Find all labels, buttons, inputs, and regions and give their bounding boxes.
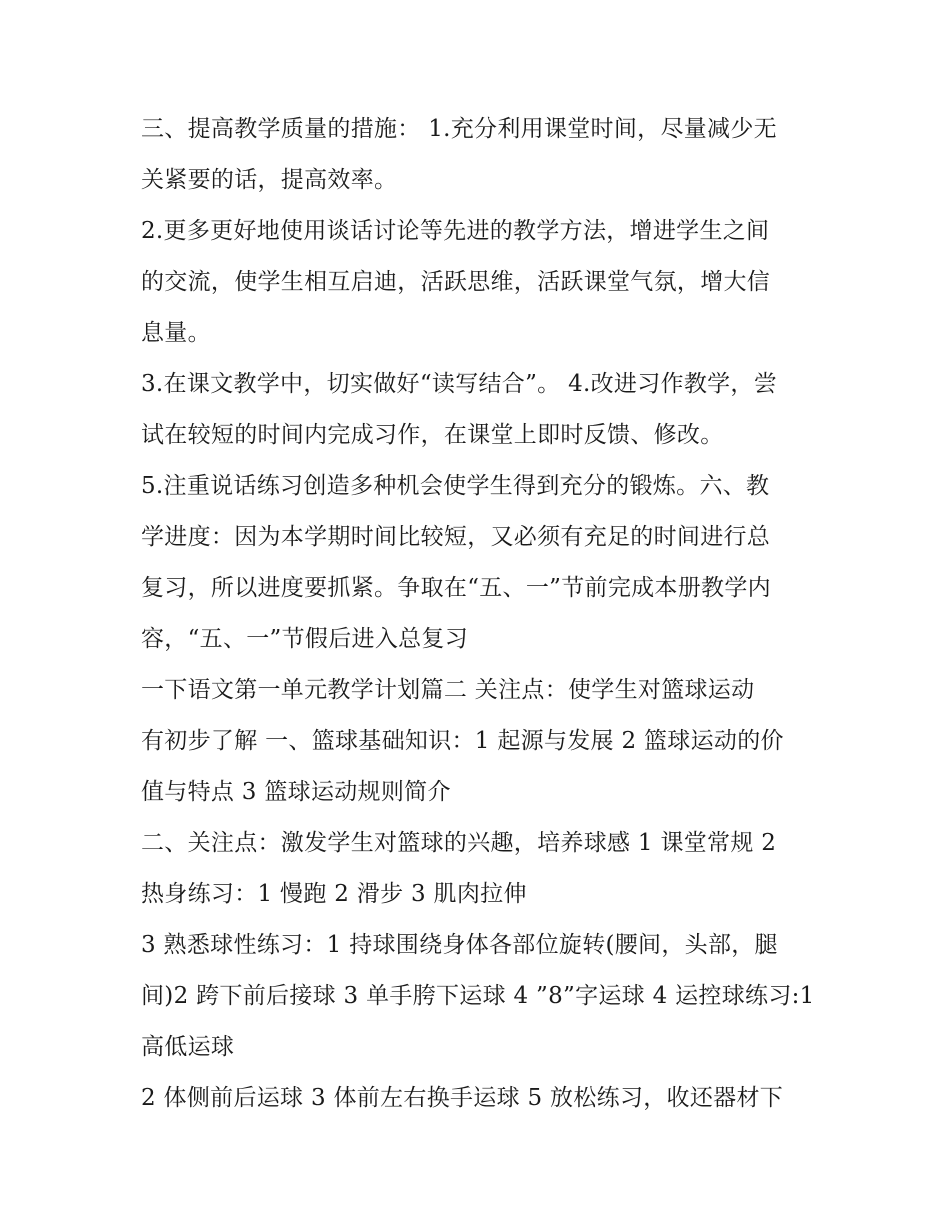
text-line: 2.更多更好地使用谈话讨论等先进的教学方法，增进学生之间 — [141, 218, 770, 244]
text-line: 热身练习：1 慢跑 2 滑步 3 肌肉拉伸 — [141, 881, 527, 907]
text-line: 容，“五、一”节假后进入总复习 — [141, 626, 469, 652]
text-line: 的交流，使学生相互启迪，活跃思维，活跃课堂气氛，增大信 — [141, 269, 771, 295]
text-line: 关紧要的话，提高效率。 — [141, 167, 398, 193]
text-line: 学进度：因为本学期时间比较短，又必须有充足的时间进行总 — [141, 524, 771, 550]
text-line: 2 体侧前后运球 3 体前左右换手运球 5 放松练习，收还器材下 — [141, 1085, 784, 1111]
text-line: 间)2 跨下前后接球 3 单手胯下运球 4 ”8”字运球 4 运控球练习:1 — [141, 983, 815, 1009]
text-line: 值与特点 3 篮球运动规则简介 — [141, 779, 451, 805]
text-line: 一下语文第一单元教学计划篇二 关注点：使学生对篮球运动 — [141, 677, 755, 703]
text-line: 5.注重说话练习创造多种机会使学生得到充分的锻炼。六、教 — [141, 473, 770, 499]
text-line: 高低运球 — [141, 1034, 235, 1060]
text-line: 试在较短的时间内完成习作，在课堂上即时反馈、修改。 — [141, 422, 724, 448]
document-body — [141, 104, 821, 1124]
text-line: 复习，所以进度要抓紧。争取在“五、一”节前完成本册教学内 — [141, 575, 771, 601]
text-line: 息量。 — [141, 320, 211, 346]
text-line: 3 熟悉球性练习：1 持球围绕身体各部位旋转(腰间，头部，腿 — [141, 932, 778, 958]
text-line: 三、提高教学质量的措施： 1.充分利用课堂时间，尽量减少无 — [141, 116, 777, 142]
text-line: 3.在课文教学中，切实做好“读写结合”。 4.改进习作教学，尝 — [141, 371, 778, 397]
text-line: 二、关注点：激发学生对篮球的兴趣，培养球感 1 课堂常规 2 — [141, 830, 777, 856]
text-line: 有初步了解 一、篮球基础知识：1 起源与发展 2 篮球运动的价 — [141, 728, 784, 754]
